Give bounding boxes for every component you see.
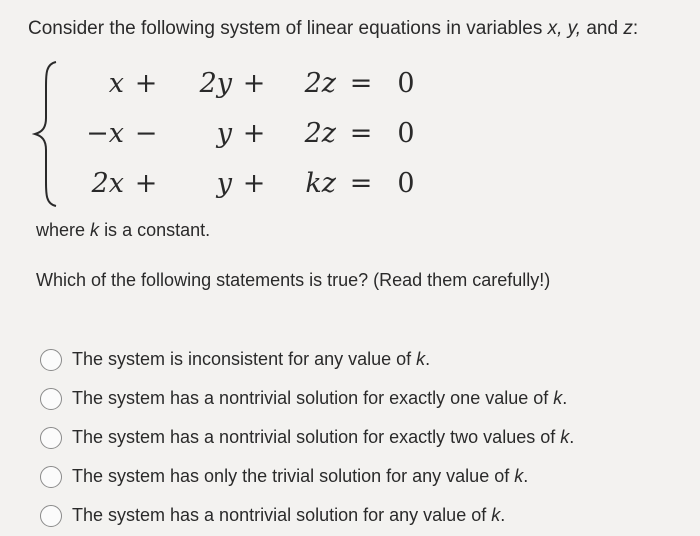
eq3-op1: +	[134, 167, 158, 199]
question-lead: Consider the following system of linear equations in variables	[28, 18, 543, 39]
eq1-op2: +	[242, 67, 266, 99]
note-prefix: where	[36, 220, 86, 240]
eq2-rhs: 0	[397, 117, 415, 149]
eq1-equals: =	[349, 67, 373, 99]
left-brace	[32, 60, 60, 208]
eq2-op2: +	[242, 117, 266, 149]
question-end: :	[632, 18, 639, 39]
note-suffix: is a constant.	[104, 220, 211, 240]
eq2-term-x: −x	[86, 117, 124, 149]
equation-system	[32, 58, 502, 208]
option-label: The system has only the trivial solution for any value of k.	[72, 466, 529, 486]
eq1-term-y: 2y	[199, 67, 232, 99]
note-var: k	[90, 220, 100, 240]
question-and: and	[586, 18, 619, 39]
eq3-term-x: 2x	[91, 167, 124, 199]
option-1[interactable]	[40, 340, 574, 379]
eq1-term-z: 2z	[304, 67, 336, 99]
equation-grid	[70, 58, 426, 208]
question-vars: x, y,	[547, 18, 582, 39]
question-last-var: z	[623, 18, 633, 39]
option-label: The system has a nontrivial solution for exactly two values of k.	[72, 427, 575, 447]
radio-button[interactable]	[40, 349, 62, 371]
eq3-term-z: kz	[305, 167, 336, 199]
eq2-term-z: 2z	[304, 117, 336, 149]
eq3-equals: =	[349, 167, 373, 199]
option-3[interactable]	[40, 418, 574, 457]
option-label: The system has a nontrivial solution for any value of k.	[72, 505, 506, 525]
eq1-term-x: x	[108, 67, 124, 99]
eq3-op2: +	[242, 167, 266, 199]
eq2-equals: =	[349, 117, 373, 149]
answer-options	[40, 340, 574, 535]
radio-button[interactable]	[40, 427, 62, 449]
option-label: The system has a nontrivial solution for exactly one value of k.	[72, 388, 568, 408]
constant-note	[36, 220, 210, 241]
option-label: The system is inconsistent for any value of k.	[72, 349, 431, 369]
question-prompt: Which of the following statements is true? (Read them carefully!)	[36, 270, 551, 290]
option-2[interactable]	[40, 379, 574, 418]
eq1-rhs: 0	[397, 67, 415, 99]
radio-button[interactable]	[40, 466, 62, 488]
eq3-rhs: 0	[397, 167, 415, 199]
radio-button[interactable]	[40, 388, 62, 410]
option-5[interactable]	[40, 496, 574, 535]
radio-button[interactable]	[40, 505, 62, 527]
eq1-op1: +	[134, 67, 158, 99]
eq2-op1: −	[134, 117, 158, 149]
eq3-term-y: y	[216, 167, 232, 199]
eq2-term-y: y	[216, 117, 232, 149]
question-text	[28, 18, 638, 40]
option-4[interactable]	[40, 457, 574, 496]
